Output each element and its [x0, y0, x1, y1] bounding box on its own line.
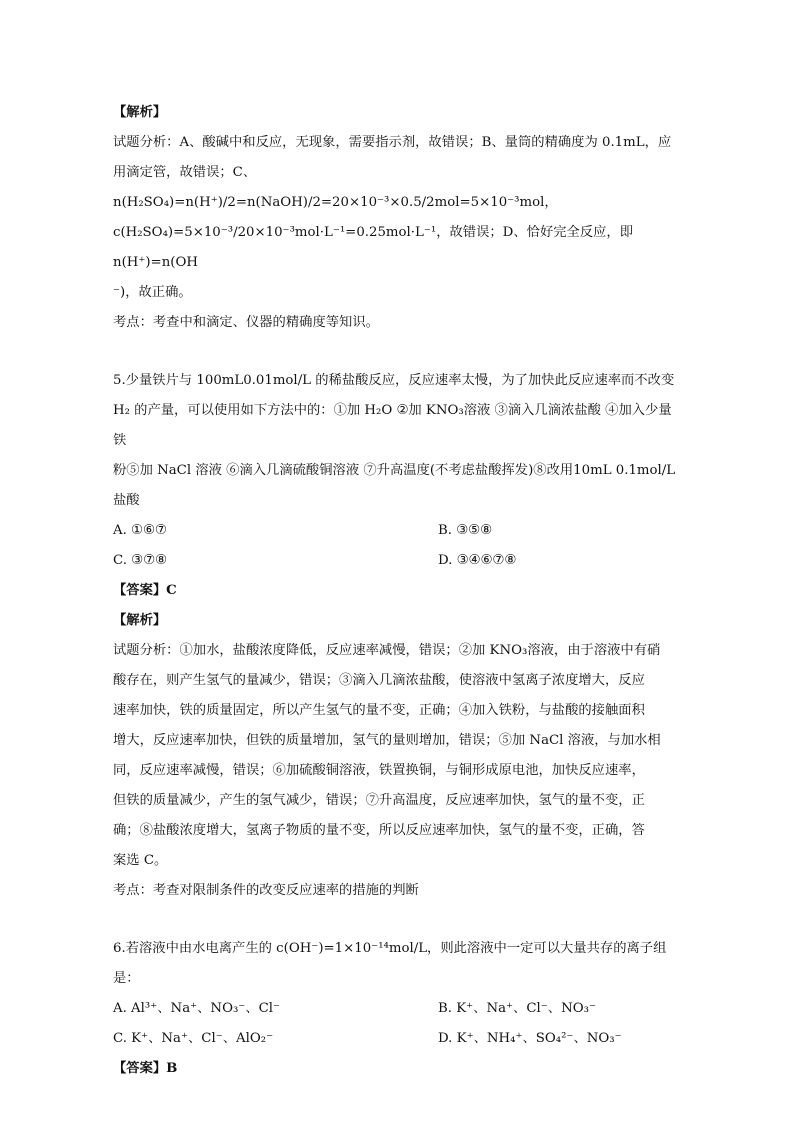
q5-analysis-heading: 【解析】	[113, 613, 167, 628]
q5-options-row-2	[113, 546, 683, 576]
q4-analysis-line: ⁻)，故正确。	[113, 285, 192, 300]
q5-stem-line: H₂ 的产量，可以使用如下方法中的：①加 H₂O ②加 KNO₃溶液 ③滴入几滴浓盐酸 ④加入少量铁	[113, 403, 672, 448]
q4-analysis-line: 用滴定管，故错误；C、n(H₂SO₄)=n(H⁺)/2=n(NaOH)/2=20×10⁻³×0.5/2mol=5×10⁻³mol，	[113, 165, 558, 210]
q5-option-a: A. ①⑥⑦	[113, 523, 167, 538]
q5-options-row-1	[113, 516, 683, 546]
q6-stem-line: 6.若溶液中由水电离产生的 c(OH⁻)=1×10⁻¹⁴mol/L，则此溶液中一定可以大量共存的离子组	[113, 941, 667, 956]
q5-analysis-line: 增大，反应速率加快，但铁的质量增加，氢气的量则增加，错误；⑤加 NaCl 溶液，与加水相	[113, 733, 661, 748]
q5-option-b: B. ③⑤⑧	[438, 523, 492, 538]
q5-answer: 【答案】C	[113, 583, 177, 598]
q6-options-row-1	[113, 994, 683, 1024]
q6-stem-line: 是：	[113, 971, 140, 986]
q5-analysis-line: 同，反应速率减慢，错误；⑥加硫酸铜溶液，铁置换铜，与铜形成原电池，加快反应速率，	[113, 763, 645, 778]
q6-answer: 【答案】B	[113, 1061, 178, 1076]
q5-option-d: D. ③④⑥⑦⑧	[438, 553, 517, 568]
q5-analysis-line: 确；⑧盐酸浓度增大，氢离子物质的量不变，所以反应速率加快，氢气的量不变，正确，答	[113, 823, 645, 838]
q4-analysis-line: 试题分析：A、酸碱中和反应，无现象，需要指示剂，故错误；B、量筒的精确度为 0.1mL，应	[113, 135, 672, 150]
document-page	[113, 96, 683, 1084]
q5-analysis-line: 但铁的质量减少，产生的氢气减少，错误；⑦升高温度，反应速率加快，氢气的量不变，正	[113, 793, 645, 808]
q6-option-a: A. Al³⁺、Na⁺、NO₃⁻、Cl⁻	[113, 1001, 281, 1016]
q4-kaodian: 考点：考查中和滴定、仪器的精确度等知识。	[113, 315, 379, 330]
q5-analysis-line: 试题分析：①加水，盐酸浓度降低，反应速率减慢，错误；②加 KNO₃溶液，由于溶液中有硝	[113, 643, 661, 658]
spacer	[113, 906, 683, 934]
q5-stem-line: 5.少量铁片与 100mL0.01mol/L 的稀盐酸反应，反应速率太慢，为了加快此反应速率而不改变	[113, 373, 675, 388]
q4-analysis-line: c(H₂SO₄)=5×10⁻³/20×10⁻³mol·L⁻¹=0.25mol·L⁻¹，故错误；D、恰好完全反应，即n(H⁺)=n(OH	[113, 225, 634, 270]
q4-analysis-heading: 【解析】	[113, 105, 167, 120]
q6-options-row-2	[113, 1024, 683, 1054]
q5-stem-line: 盐酸	[113, 493, 140, 508]
spacer	[113, 338, 683, 366]
q6-option-b: B. K⁺、Na⁺、Cl⁻、NO₃⁻	[438, 1001, 596, 1016]
q5-stem-line: 粉⑤加 NaCl 溶液 ⑥滴入几滴硫酸铜溶液 ⑦升高温度(不考虑盐酸挥发)⑧改用10mL 0.1mol/L	[113, 463, 676, 478]
q5-kaodian: 考点：考查对限制条件的改变反应速率的措施的判断	[113, 883, 419, 898]
q6-option-d: D. K⁺、NH₄⁺、SO₄²⁻、NO₃⁻	[438, 1031, 622, 1046]
q5-analysis-line: 速率加快，铁的质量固定，所以产生氢气的量不变，正确；④加入铁粉，与盐酸的接触面积	[113, 703, 645, 718]
q6-option-c: C. K⁺、Na⁺、Cl⁻、AlO₂⁻	[113, 1031, 274, 1046]
q5-option-c: C. ③⑦⑧	[113, 553, 167, 568]
q5-analysis-line: 酸存在，则产生氢气的量减少，错误；③滴入几滴浓盐酸，使溶液中氢离子浓度增大，反应	[113, 673, 645, 688]
q5-analysis-line: 案选 C。	[113, 853, 168, 868]
